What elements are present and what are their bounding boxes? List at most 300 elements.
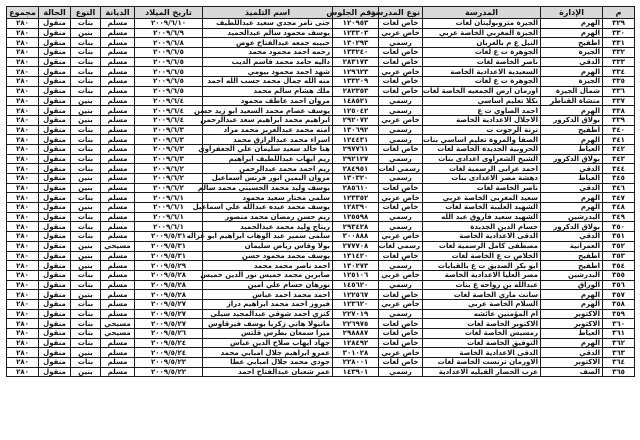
- cell-birth-date: ٢٠٠٩/٦/٥: [135, 86, 203, 96]
- cell-birth-date: ٢٠٠٩/٦/٩: [135, 28, 203, 38]
- cell-gender: بنين: [71, 106, 101, 116]
- cell-school: عبدالله بن رواحه ع بنات: [423, 280, 541, 290]
- cell-gender: بنات: [71, 86, 101, 96]
- results-table: [6, 6, 635, 377]
- cell-administration: بولاق الدكرور: [541, 154, 603, 164]
- cell-religion: مسلم: [101, 212, 135, 222]
- cell-religion: مسيحي: [101, 319, 135, 329]
- cell-gender: بنات: [71, 329, 101, 339]
- cell-status: منقول: [39, 77, 71, 87]
- cell-religion: مسلم: [101, 106, 135, 116]
- cell-number: ٣٣٩: [603, 115, 635, 125]
- cell-total: ٢٨٠: [7, 106, 39, 116]
- cell-birth-date: ٢٠٠٩/٦/١: [135, 212, 203, 222]
- cell-administration: العياط: [541, 144, 603, 154]
- cell-school: سانت ماري الخاصة لغات: [423, 290, 541, 300]
- table-row: [7, 57, 635, 67]
- cell-school: الشهيد العليبة الخاصة لغات: [423, 203, 541, 213]
- cell-religion: مسلم: [101, 144, 135, 154]
- cell-total: ٢٨٠: [7, 96, 39, 106]
- cell-gender: بنات: [71, 270, 101, 280]
- cell-gender: بنين: [71, 290, 101, 300]
- cell-number: ٣٥٨: [603, 299, 635, 309]
- cell-school: حسام الدين الجديدة: [423, 222, 541, 232]
- cell-seat-number: ٢٧٧٧٠٨: [333, 241, 379, 251]
- table-row: [7, 329, 635, 339]
- cell-school: الشيخ الشعراوى اعدادى بنات: [423, 154, 541, 164]
- cell-religion: مسلم: [101, 19, 135, 29]
- cell-birth-date: ٢٠٠٩/٥/٢٦: [135, 329, 203, 339]
- cell-birth-date: ٢٠٠٩/٥/٣١: [135, 241, 203, 251]
- cell-student-name: نورهان حسام علي امين: [203, 280, 333, 290]
- cell-number: ٣٥٤: [603, 261, 635, 271]
- cell-school-type: رسمي: [379, 125, 423, 135]
- cell-administration: الاكتوبر: [541, 309, 603, 319]
- cell-administration: الصف: [541, 367, 603, 377]
- cell-school-type: رسمي لغات: [379, 164, 423, 174]
- cell-number: ٣٤٢: [603, 144, 635, 154]
- cell-school: ترنة الرجوت ت: [423, 125, 541, 135]
- cell-number: ٣٤٣: [603, 154, 635, 164]
- cell-school-type: خاص لغات: [379, 290, 423, 300]
- cell-birth-date: ٢٠٠٩/٦/٥: [135, 67, 203, 77]
- cell-administration: شمال الجيزة: [541, 86, 603, 96]
- cell-birth-date: ٢٠٠٩/٥/٢٤: [135, 348, 203, 358]
- cell-seat-number: ٣٠١٠٢٨: [333, 348, 379, 358]
- cell-gender: بنين: [71, 115, 101, 125]
- cell-student-name: جهاد ايهاب صلاح الدين عباس: [203, 338, 333, 348]
- cell-status: منقول: [39, 67, 71, 77]
- cell-seat-number: ١٢٠٩٥٣: [333, 19, 379, 29]
- cell-total: ٢٨٠: [7, 57, 39, 67]
- cell-student-name: احمد ناصر محمد محمد: [203, 261, 333, 271]
- cell-gender: بنات: [71, 338, 101, 348]
- cell-status: منقول: [39, 174, 71, 184]
- cell-number: ٣٥٥: [603, 270, 635, 280]
- table-row: [7, 338, 635, 348]
- cell-total: ٢٨٠: [7, 309, 39, 319]
- cell-seat-number: ١٣٣٢٤٠: [333, 48, 379, 58]
- cell-religion: مسلم: [101, 164, 135, 174]
- cell-school-type: خاص عربي: [379, 348, 423, 358]
- cell-total: ٢٨٠: [7, 367, 39, 377]
- cell-student-name: يوسف عصام محمد السعيد ابو زيد حسن: [203, 106, 333, 116]
- cell-total: ٢٨٠: [7, 86, 39, 96]
- cell-birth-date: ٢٠٠٩/٦/٥: [135, 77, 203, 87]
- cell-seat-number: ١٣٠٣٢٠: [333, 174, 379, 184]
- cell-school: الحروبية الجديدة الخاصة لغات: [423, 144, 541, 154]
- cell-religion: مسلم: [101, 96, 135, 106]
- cell-gender: بنين: [71, 96, 101, 106]
- col-header-religion: الديانة: [101, 7, 135, 19]
- cell-total: ٢٨٠: [7, 125, 39, 135]
- cell-administration: منشاة القناطر: [541, 96, 603, 106]
- cell-student-name: كنزي احمد شوقي عبدالمجيد سيلي: [203, 309, 333, 319]
- cell-birth-date: ٢٠٠٩/٦/١٠: [135, 19, 203, 29]
- cell-school: الشهيد سعيد فاروق عبد الله: [423, 212, 541, 222]
- table-row: [7, 358, 635, 368]
- cell-school-type: رسمي: [379, 261, 423, 271]
- cell-administration: الدقي: [541, 164, 603, 174]
- cell-number: ٣٦٤: [603, 358, 635, 368]
- cell-gender: بنين: [71, 261, 101, 271]
- cell-religion: مسلم: [101, 358, 135, 368]
- cell-seat-number: ٢٨٣١٧٣: [333, 57, 379, 67]
- cell-number: ٣٥٠: [603, 222, 635, 232]
- cell-student-name: مروان احمد عاطف محمود: [203, 96, 333, 106]
- cell-birth-date: ٢٠٠٩/٥/٢٢: [135, 358, 203, 368]
- cell-total: ٢٨٠: [7, 48, 39, 58]
- cell-total: ٢٨٠: [7, 38, 39, 48]
- cell-status: منقول: [39, 290, 71, 300]
- cell-status: منقول: [39, 135, 71, 145]
- cell-gender: بنين: [71, 241, 101, 251]
- cell-school-type: خاص عربي: [379, 115, 423, 125]
- cell-religion: مسلم: [101, 280, 135, 290]
- cell-student-name: يوسف محمد عبده عبدالله علي اسماعيل: [203, 203, 333, 213]
- cell-religion: مسلم: [101, 222, 135, 232]
- cell-religion: مسلم: [101, 203, 135, 213]
- cell-student-name: سلمى سمير عبد الوهاب ابراهيم ابو غزاله: [203, 232, 333, 242]
- cell-school: دهشة مصر الاعدادى بنات: [423, 174, 541, 184]
- cell-status: منقول: [39, 48, 71, 58]
- cell-seat-number: ٣٠٠٨٨٨: [333, 232, 379, 242]
- cell-number: ٣٤٩: [603, 212, 635, 222]
- cell-number: ٣٥٩: [603, 309, 635, 319]
- cell-religion: مسلم: [101, 125, 135, 135]
- cell-student-name: يوسف وليد محمد الحسيني محمد سالم: [203, 183, 333, 193]
- cell-student-name: يوسف محمد محمود حسن: [203, 251, 333, 261]
- col-header-gender: النوع: [71, 7, 101, 19]
- cell-seat-number: ٢٢٨٠٠١: [333, 358, 379, 368]
- cell-administration: الدقي: [541, 183, 603, 193]
- cell-religion: مسلم: [101, 115, 135, 125]
- cell-religion: مسلم: [101, 86, 135, 96]
- cell-seat-number: ٢٢٧٠١٩: [333, 309, 379, 319]
- cell-status: منقول: [39, 57, 71, 67]
- cell-gender: بنين: [71, 203, 101, 213]
- cell-number: ٣٣٣: [603, 57, 635, 67]
- cell-school: النيل ع م بالعربان: [423, 38, 541, 48]
- cell-gender: بنات: [71, 212, 101, 222]
- cell-status: منقول: [39, 96, 71, 106]
- cell-administration: الهرم: [541, 135, 603, 145]
- cell-student-name: شهد احمد محمود بيومي: [203, 67, 333, 77]
- cell-student-name: ملك هشام سالم محمد: [203, 86, 333, 96]
- cell-administration: الهرم: [541, 67, 603, 77]
- cell-administration: الهرم: [541, 338, 603, 348]
- cell-gender: بنين: [71, 251, 101, 261]
- cell-birth-date: ٢٠٠٩/٦/١: [135, 222, 203, 232]
- cell-seat-number: ١٣٠٦٩٢: [333, 125, 379, 135]
- cell-seat-number: ١٣٣٢٠٩: [333, 77, 379, 87]
- table-row: [7, 115, 635, 125]
- cell-school-type: خاص لغات: [379, 338, 423, 348]
- cell-administration: العياط: [541, 329, 603, 339]
- cell-birth-date: ٢٠٠٩/٥/٢٨: [135, 270, 203, 280]
- cell-birth-date: ٢٠٠٩/٦/٤: [135, 96, 203, 106]
- cell-status: منقول: [39, 319, 71, 329]
- cell-total: ٢٨٠: [7, 319, 39, 329]
- cell-school: الخلاص ت ع الخاصة لغات: [423, 251, 541, 261]
- cell-birth-date: ٢٠٠٩/٦/٥: [135, 48, 203, 58]
- cell-administration: بولاق الدكرور: [541, 222, 603, 232]
- cell-school-type: رسمي: [379, 367, 423, 377]
- cell-student-name: رحمه احمد محمود محمد: [203, 48, 333, 58]
- cell-school: مصطفى كامل الرسمية لغات: [423, 241, 541, 251]
- cell-number: ٣٤٠: [603, 125, 635, 135]
- cell-birth-date: ٢٠٠٩/٥/٢٨: [135, 280, 203, 290]
- cell-status: منقول: [39, 212, 71, 222]
- cell-seat-number: ١٢٥٥٩٨: [333, 212, 379, 222]
- cell-number: ٣٤٥: [603, 174, 635, 184]
- cell-school: الجيزة المغربي الخاصة عربي: [423, 28, 541, 38]
- cell-status: منقول: [39, 154, 71, 164]
- cell-school: السلام الخاصة عربي: [423, 299, 541, 309]
- cell-gender: بنين: [71, 348, 101, 358]
- cell-school-type: خاص لغات: [379, 77, 423, 87]
- cell-school-type: خاص لغات: [379, 329, 423, 339]
- cell-administration: البدرشين: [541, 270, 603, 280]
- cell-number: ٣٦١: [603, 329, 635, 339]
- col-header-school-type: نوع المدرسة: [379, 7, 423, 19]
- cell-seat-number: ٢٨٥٦١٠: [333, 183, 379, 193]
- cell-student-name: يوسف محمود سالم عبدالحميد: [203, 28, 333, 38]
- cell-religion: مسلم: [101, 135, 135, 145]
- cell-birth-date: ٢٠٠٩/٥/٢٩: [135, 261, 203, 271]
- cell-total: ٢٨٠: [7, 241, 39, 251]
- cell-school: ام المؤمنين عائشه: [423, 309, 541, 319]
- table-body: [7, 19, 635, 377]
- cell-birth-date: ٢٠٠٩/٦/٨: [135, 38, 203, 48]
- cell-seat-number: ٢٢٦٩٧٥: [333, 319, 379, 329]
- cell-school-type: خاص لغات: [379, 203, 423, 213]
- table-row: [7, 261, 635, 271]
- cell-school: مصر العليا الاعدادية الخاصة: [423, 270, 541, 280]
- cell-school-type: رسمي: [379, 154, 423, 164]
- table-row: [7, 67, 635, 77]
- cell-status: منقول: [39, 270, 71, 280]
- cell-school: ناصر الخاصة لغات: [423, 183, 541, 193]
- cell-school-type: خاص لغات: [379, 358, 423, 368]
- cell-status: منقول: [39, 203, 71, 213]
- table-row: [7, 144, 635, 154]
- header-row: [7, 7, 635, 19]
- cell-status: منقول: [39, 280, 71, 290]
- cell-gender: بنات: [71, 57, 101, 67]
- table-row: [7, 77, 635, 87]
- cell-status: منقول: [39, 329, 71, 339]
- cell-religion: مسلم: [101, 232, 135, 242]
- cell-total: ٢٨٠: [7, 154, 39, 164]
- cell-religion: مسلم: [101, 348, 135, 358]
- cell-birth-date: ٢٠٠٩/٦/٣: [135, 125, 203, 135]
- cell-status: منقول: [39, 232, 71, 242]
- cell-administration: العمرانية: [541, 241, 603, 251]
- cell-birth-date: ٢٠٠٩/٥/٢٨: [135, 290, 203, 300]
- cell-seat-number: ١٣٠٢٩٣: [333, 38, 379, 48]
- cell-administration: اطفيح: [541, 38, 603, 48]
- cell-student-name: منه الله جمال محمد حسب الله احمد: [203, 77, 333, 87]
- cell-status: منقول: [39, 193, 71, 203]
- cell-number: ٣٥٧: [603, 290, 635, 300]
- cell-school-type: خاص عربي: [379, 28, 423, 38]
- cell-administration: الهرم: [541, 106, 603, 116]
- cell-number: ٣٢٩: [603, 19, 635, 29]
- cell-school: نكلا تعليم اساسي: [423, 96, 541, 106]
- cell-gender: بنات: [71, 154, 101, 164]
- cell-school: ناصر الخاصة لغات: [423, 57, 541, 67]
- table-row: [7, 19, 635, 29]
- col-header-administration: الإدارة: [541, 7, 603, 19]
- cell-student-name: مروان اليمين انور فرنس اسماعيل: [203, 174, 333, 184]
- cell-student-name: امنه محمد عبدالعزيز محمد مراد: [203, 125, 333, 135]
- cell-religion: مسلم: [101, 251, 135, 261]
- cell-gender: بنات: [71, 125, 101, 135]
- cell-seat-number: ٢٩٧٧٦١: [333, 144, 379, 154]
- cell-school: الاورمان ترنست الخاصة لغات: [423, 358, 541, 368]
- cell-student-name: احمد محمد احمد عباس: [203, 290, 333, 300]
- cell-student-name: ريتاج وليد محمد عبدالحميد: [203, 222, 333, 232]
- table-row: [7, 309, 635, 319]
- cell-school-type: رسمي: [379, 222, 423, 232]
- cell-school-type: خاص لغات: [379, 48, 423, 58]
- cell-school: الدقى الاعدادية الخاصة: [423, 348, 541, 358]
- cell-number: ٣٤١: [603, 135, 635, 145]
- cell-school-type: خاص لغات: [379, 57, 423, 67]
- cell-religion: مسلم: [101, 174, 135, 184]
- table-row: [7, 270, 635, 280]
- cell-religion: مسلم: [101, 290, 135, 300]
- cell-gender: بنات: [71, 144, 101, 154]
- col-header-total: مجموع: [7, 7, 39, 19]
- cell-total: ٢٨٠: [7, 193, 39, 203]
- cell-school-type: رسمي: [379, 96, 423, 106]
- cell-student-name: بولا وقاس رياض سليمان: [203, 241, 333, 251]
- cell-administration: الهرم: [541, 193, 603, 203]
- cell-school-type: خاص لغات: [379, 144, 423, 154]
- cell-total: ٢٨٠: [7, 290, 39, 300]
- table-row: [7, 86, 635, 96]
- cell-administration: اطفيح: [541, 125, 603, 135]
- cell-total: ٢٨٠: [7, 183, 39, 193]
- table-row: [7, 48, 635, 58]
- cell-total: ٢٨٠: [7, 348, 39, 358]
- cell-number: ٣٥٣: [603, 251, 635, 261]
- cell-student-name: ماتيولا هاني زكريا يوسف فيرقاوس: [203, 319, 333, 329]
- col-header-status: الحالة: [39, 7, 71, 19]
- cell-religion: مسيحي: [101, 329, 135, 339]
- cell-school-type: خاص لغات: [379, 319, 423, 329]
- cell-total: ٢٨٠: [7, 135, 39, 145]
- cell-birth-date: ٢٠٠٩/٥/٢٤: [135, 338, 203, 348]
- col-header-seat-number: رقم الجلوس: [333, 7, 379, 19]
- table-row: [7, 193, 635, 203]
- cell-religion: مسلم: [101, 77, 135, 87]
- cell-seat-number: ١٢٢٥٦٧: [333, 290, 379, 300]
- cell-birth-date: ٢٠٠٩/٦/٢: [135, 183, 203, 193]
- cell-number: ٣٤٧: [603, 193, 635, 203]
- cell-status: منقول: [39, 28, 71, 38]
- cell-administration: اطفيح: [541, 251, 603, 261]
- cell-seat-number: ١٢٩٦٢٣: [333, 67, 379, 77]
- cell-administration: الهرم: [541, 19, 603, 29]
- cell-number: ٣٥٢: [603, 241, 635, 251]
- cell-birth-date: ٢٠٠٩/٦/٤: [135, 106, 203, 116]
- cell-status: منقول: [39, 125, 71, 135]
- cell-total: ٢٨٠: [7, 299, 39, 309]
- cell-school-type: رسمي: [379, 280, 423, 290]
- cell-total: ٢٨٠: [7, 203, 39, 213]
- cell-religion: مسلم: [101, 38, 135, 48]
- cell-school-type: خاص لغات: [379, 86, 423, 96]
- cell-gender: بنات: [71, 299, 101, 309]
- cell-gender: بنات: [71, 48, 101, 58]
- cell-religion: مسلم: [101, 270, 135, 280]
- cell-religion: مسلم: [101, 67, 135, 77]
- cell-status: منقول: [39, 222, 71, 232]
- cell-student-name: صابرين محمد خميس نور الدين خميس: [203, 270, 333, 280]
- cell-number: ٣٦٥: [603, 367, 635, 377]
- cell-status: منقول: [39, 38, 71, 48]
- cell-seat-number: ١٢٣٦٢٠: [333, 299, 379, 309]
- cell-status: منقول: [39, 261, 71, 271]
- cell-administration: بولاق الدكرور: [541, 115, 603, 125]
- cell-number: ٣٦٣: [603, 348, 635, 358]
- cell-total: ٢٨٠: [7, 212, 39, 222]
- cell-student-name: ابراهيم محمد ابراهيم سعد عبدالرحمن: [203, 115, 333, 125]
- cell-seat-number: ١٤٣٩٠١: [333, 367, 379, 377]
- cell-gender: بنات: [71, 358, 101, 368]
- cell-number: ٣٤٨: [603, 203, 635, 213]
- cell-status: منقول: [39, 164, 71, 174]
- cell-religion: مسلم: [101, 48, 135, 58]
- cell-total: ٢٨٠: [7, 261, 39, 271]
- cell-number: ٣٤٦: [603, 183, 635, 193]
- cell-school-type: رسمي: [379, 106, 423, 116]
- cell-administration: الجيزة: [541, 48, 603, 58]
- cell-status: منقول: [39, 115, 71, 125]
- cell-administration: البدرشين: [541, 212, 603, 222]
- cell-birth-date: ٢٠٠٩/٦/١: [135, 203, 203, 213]
- cell-student-name: عمر شعبان عبدالفتاح احمد: [203, 367, 333, 377]
- cell-seat-number: ١٢٣٣٠٣: [333, 28, 379, 38]
- cell-birth-date: ٢٠٠٩/٦/٢: [135, 164, 203, 174]
- cell-total: ٢٨٠: [7, 232, 39, 242]
- cell-religion: مسلم: [101, 367, 135, 377]
- cell-total: ٢٨٠: [7, 115, 39, 125]
- cell-birth-date: ٢٠٠٩/٦/٣: [135, 144, 203, 154]
- cell-status: منقول: [39, 19, 71, 29]
- cell-student-name: اسراء محمد عبدالرازق محمد: [203, 135, 333, 145]
- cell-school: الاكتوبر الخاصة لغات: [423, 319, 541, 329]
- cell-gender: بنات: [71, 77, 101, 87]
- table-row: [7, 183, 635, 193]
- cell-school: احمد عرابى الرسمية لغات: [423, 164, 541, 174]
- table-row: [7, 367, 635, 377]
- col-header-birth-date: تاريخ الميلاد: [135, 7, 203, 19]
- cell-seat-number: ٢٨٢٣٥٣: [333, 86, 379, 96]
- cell-school-type: خاص لغات: [379, 183, 423, 193]
- cell-religion: مسلم: [101, 154, 135, 164]
- cell-student-name: حبيبه جمعه عبدالفتاح عوض: [203, 38, 333, 48]
- table-row: [7, 174, 635, 184]
- cell-school: احمد الصاوي ت ع: [423, 106, 541, 116]
- cell-number: ٣٦٠: [603, 319, 635, 329]
- cell-school: ابو بكر الصديق ت ع بالقبابات: [423, 261, 541, 271]
- cell-seat-number: ١٢٥٠٤٢: [333, 106, 379, 116]
- cell-religion: مسلم: [101, 193, 135, 203]
